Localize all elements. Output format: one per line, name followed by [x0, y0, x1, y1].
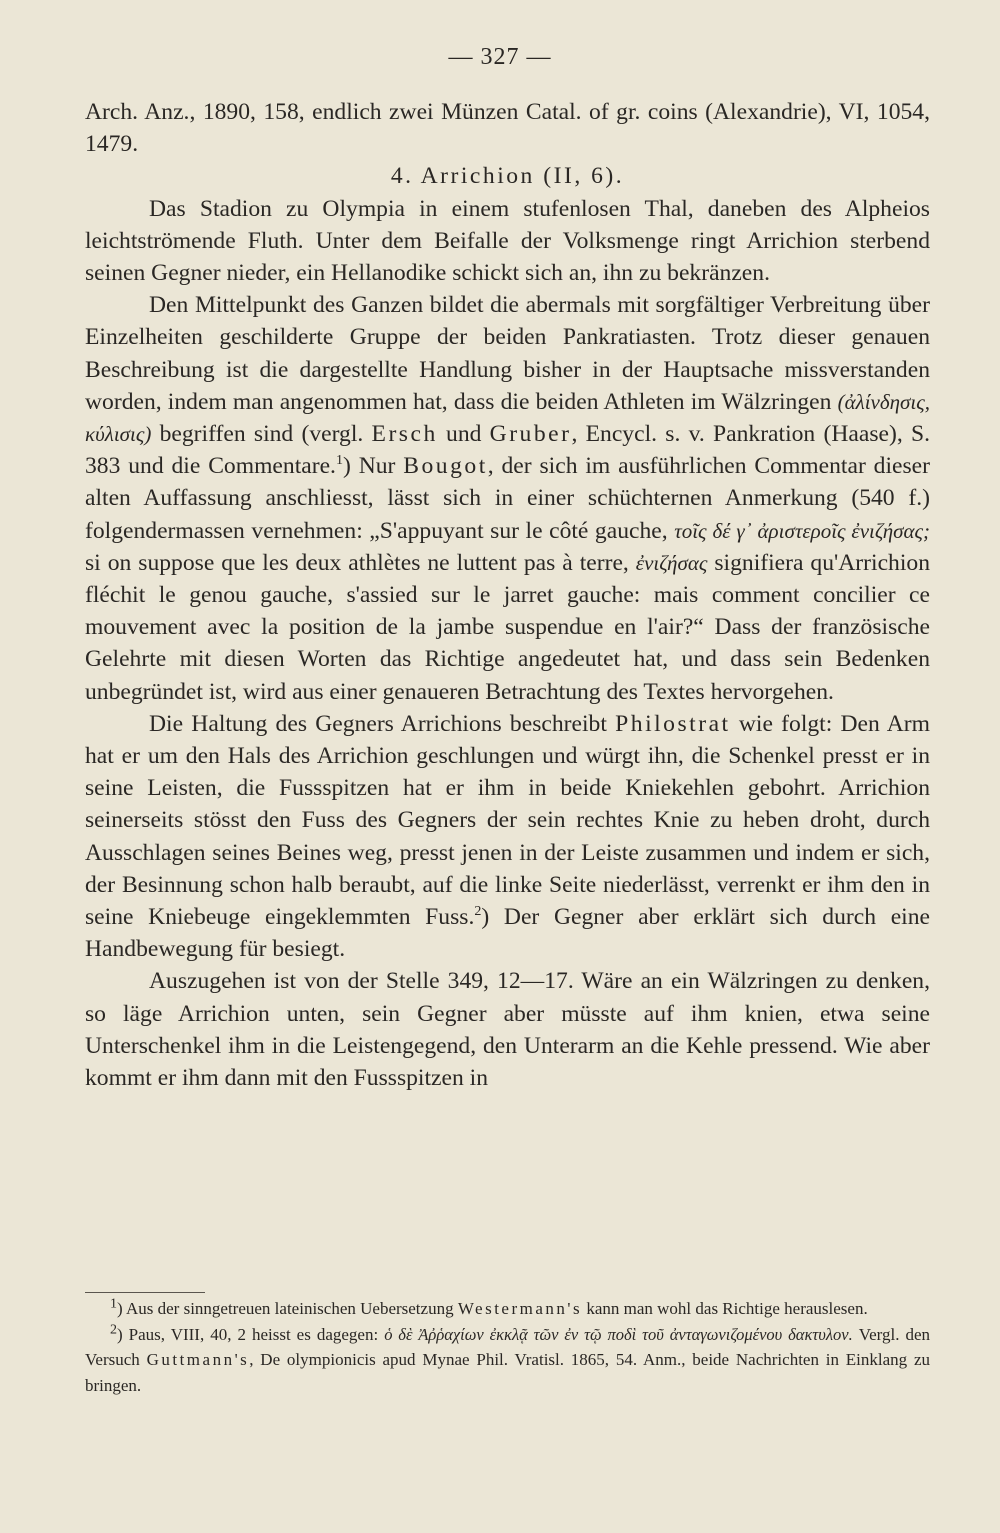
paragraph-interpretation [85, 289, 930, 708]
greek-term: (ἀλίνδησις, κύλισις) [85, 389, 930, 447]
text-run: , der sich im ausführlichen Commentar dieser alten Auffassung anschliesst, lässt sich in einer schüchternen Anmerkung (540 f.) folgendermassen vernehmen: „S'appuyant sur le côté gauche, [85, 453, 931, 544]
text-run: Den Mittelpunkt des Ganzen bildet die abermals mit sorgfältiger Verbreitung über Einzelheiten geschilderte Gruppe der beiden Pankratiasten. Trotz dieser genauen Beschreibung ist die dargestellte Handlung bisher in der Hauptsache missverstanden worden, indem man angenommen hat, dass die beiden Athleten im Wälzringen [85, 292, 930, 415]
text-run: , De olympionicis apud Mynae Phil. Vratisl. 1865, 54. Anm., beide Nachrichten in Einklang zu bringen. [85, 1350, 931, 1395]
author-name: Westermann's [457, 1299, 583, 1318]
main-text [85, 96, 930, 1094]
text-run: ) Der Gegner aber erklärt sich durch eine Handbewegung für besiegt. [85, 904, 930, 963]
paragraph-text: Auszugehen ist von der Stelle 349, 12—17. Wäre an ein Wälzringen zu denken, so läge Arrichion unten, sein Gegner aber müsste auf ihm knien, etwa seine Unterschenkel ihm in die Leistengegend, den Unterarm an die Kehle pressend. Wie aber kommt er ihm dann mit den Fussspitzen in [85, 968, 930, 1092]
footnotes [85, 1296, 930, 1398]
footnote-mark: 1 [110, 1296, 117, 1312]
footnote-ref: 1 [335, 453, 343, 469]
paragraph-text: Arch. Anz., 1890, 158, endlich zwei Münzen Catal. of gr. coins (Alexandrie), VI, 1054, 1479. [85, 99, 930, 158]
greek-quote: ὁ δὲ Ἀῤῥαχίων ἐκκλᾷ τῶν ἐν τῷ ποδὶ τοῦ ἀνταγωνιζομένου δακτυλον. [384, 1324, 853, 1344]
footnote-divider [85, 1292, 205, 1293]
author-name: Gruber [489, 421, 572, 448]
text-run: kann man wohl das Richtige herauslesen. [586, 1299, 868, 1318]
text-run: si on suppose que les deux athlètes ne luttent pas à terre, [85, 549, 629, 576]
paragraph-citation-end [85, 96, 930, 160]
author-name: Bougot [403, 453, 488, 480]
paragraph-analysis [85, 965, 930, 1094]
author-name: Guttmann's [146, 1350, 250, 1370]
page-number: — 327 — [448, 44, 552, 70]
text-run: signifiera qu'Arrichion fléchit le genou gauche, s'assied sur le jarret gauche: mais comment concilier ce mouvement avec la position de la jambe suspendue en l'air?“ Dass der französische Gelehrte mit diesen Worten das Richtige angedeutet hat, und dass sein Bedenken unbegründet ist, wird aus einer genaueren Betrachtung des Textes hervorgehen. [85, 549, 930, 705]
text-run: , Encycl. s. v. Pankration (Haase), S. 383 und die Commentare. [85, 421, 930, 480]
text-run: und [446, 421, 482, 448]
greek-quote: τοῖς δέ γ᾽ ἀριστεροῖς ἐνιζήσας; [674, 518, 930, 543]
paragraph-text: Das Stadion zu Olympia in einem stufenlosen Thal, daneben des Alpheios leichtströmende Fluth. Unter dem Beifalle der Volksmenge ringt Arrichion sterbend seinen Gegner nieder, ein Hellanodike schickt sich an, ihn zu bekränzen. [85, 195, 930, 287]
text-run: ) Paus, VIII, 40, 2 heisst es dagegen: [117, 1324, 379, 1344]
text-run: wie folgt: Den Arm hat er um den Hals des Arrichion geschlungen und würgt ihn, die Schenkel presst er in seine Leisten, die Fussspitzen hat er ihm in beide Kniekehlen gebohrt. Arrichion seinerseits stösst den Fuss des Gegners der sein rechtes Knie zu heben droht, durch Ausschlagen seines Beines weg, presst jenen in der Leiste zusammen und indem er sich, der Besinnung schon halb beraubt, auf die linke Seite niederlässt, verrenkt er ihm den in seine Kniebeuge eingeklemmten Fuss. [85, 710, 931, 931]
footnote-1 [85, 1296, 930, 1322]
footnote-2 [85, 1322, 930, 1399]
text-run: ) Aus der sinngetreuen lateinischen Uebersetzung [117, 1299, 454, 1318]
text-run: Vergl. den Versuch [85, 1324, 931, 1370]
section-heading-text: 4. Arrichion (II, 6). [390, 163, 625, 190]
author-name: Philostrat [615, 710, 731, 737]
author-name: Ersch [371, 421, 438, 448]
section-heading [85, 160, 930, 192]
paragraph-description [85, 708, 930, 966]
paragraph-scene [85, 193, 930, 290]
text-run: begriffen sind (vergl. [159, 421, 364, 448]
text-run: ) Nur [342, 453, 396, 480]
footnote-ref: 2 [474, 904, 482, 920]
footnote-mark: 2 [110, 1321, 117, 1337]
text-run: Die Haltung des Gegners Arrichions beschreibt [149, 710, 607, 737]
greek-term: ἐνιζήσας [635, 550, 708, 575]
